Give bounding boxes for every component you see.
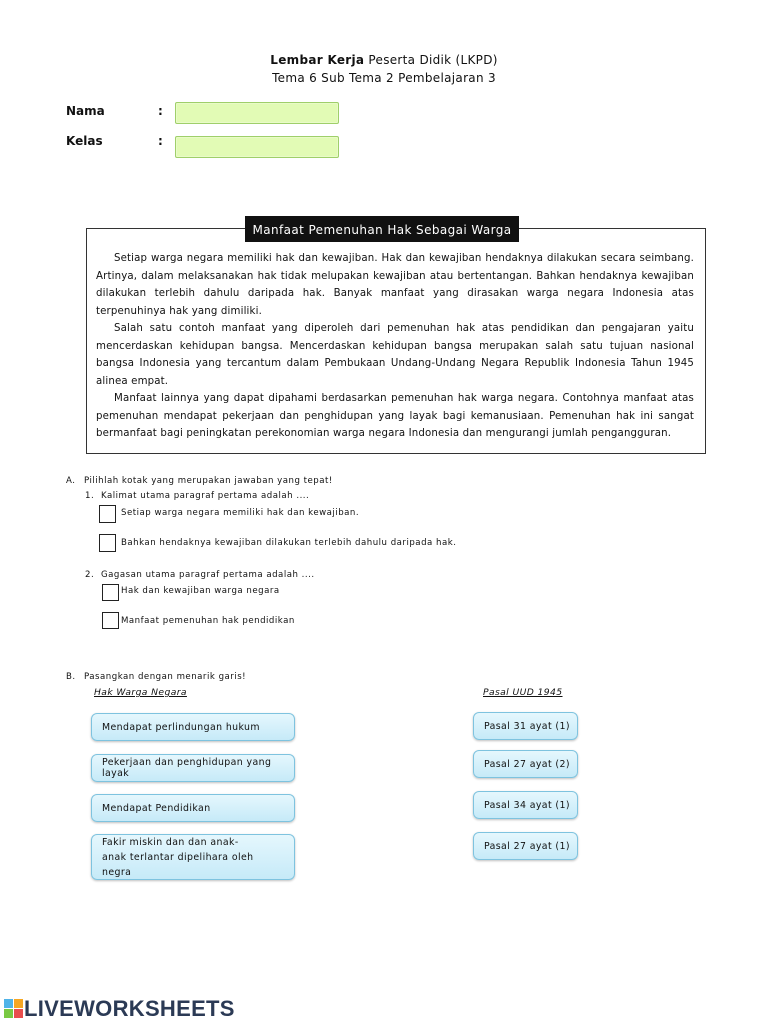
reading-paragraph-1: Setiap warga negara memiliki hak dan kewajiban. Hak dan kewajiban hendaknya dilakukan secara seimbang. Artinya, dalam melaksanakan hak tidak melupakan kewajiban atau bertentangan. Bahkan hendaknya kewajiban dilakukan terlebih dahulu daripada hak. Banyak manfaat yang dirasakan warga negara Indonesia atas terpenuhinya hak yang dimiliki. — [96, 253, 694, 317]
match-left-item-1[interactable]: Mendapat perlindungan hukum — [91, 713, 295, 741]
right-column-header: Pasal UUD 1945 — [483, 687, 563, 698]
reading-title: Manfaat Pemenuhan Hak Sebagai Warga — [245, 216, 519, 242]
section-b-label: B. — [66, 672, 76, 682]
kelas-colon: : — [158, 134, 163, 148]
liveworksheets-logo-icon — [4, 999, 24, 1019]
q1-option-1-checkbox[interactable] — [99, 505, 116, 523]
title-bold: Lembar Kerja — [270, 53, 365, 67]
q1-text: Kalimat utama paragraf pertama adalah .... — [101, 491, 310, 501]
q2-option-1-label: Hak dan kewajiban warga negara — [121, 586, 280, 596]
match-left-item-3[interactable]: Mendapat Pendidikan — [91, 794, 295, 822]
match-right-item-4[interactable]: Pasal 27 ayat (1) — [473, 832, 578, 860]
q1-option-2-label: Bahkan hendaknya kewajiban dilakukan terlebih dahulu daripada hak. — [121, 538, 457, 548]
q2-text: Gagasan utama paragraf pertama adalah .... — [101, 570, 315, 580]
q2-number: 2. — [85, 570, 95, 580]
match-left-item-4[interactable]: Fakir miskin dan dan anak-anak terlantar dipelihara oleh negra — [91, 834, 295, 880]
nama-colon: : — [158, 104, 163, 118]
match-right-item-2[interactable]: Pasal 27 ayat (2) — [473, 750, 578, 778]
reading-paragraph-3: Manfaat lainnya yang dapat dipahami berdasarkan pemenuhan hak warga negara. Contohnya manfaat atas pemenuhan mendapat pekerjaan dan penghidupan yang layak bagi kemanusiaan. Pemenuhan hak ini sangat bermanfaat bagi peningkatan perekonomian warga negara Indonesia dan mengurangi jumlah pengangguran. — [96, 393, 694, 439]
left-column-header: Hak Warga Negara — [94, 687, 187, 698]
section-a-label: A. — [66, 476, 76, 486]
section-b-instruction: Pasangkan dengan menarik garis! — [84, 672, 247, 682]
match-left-item-2[interactable]: Pekerjaan dan penghidupan yang layak — [91, 754, 295, 782]
match-right-item-1[interactable]: Pasal 31 ayat (1) — [473, 712, 578, 740]
match-right-item-3[interactable]: Pasal 34 ayat (1) — [473, 791, 578, 819]
q2-option-2-checkbox[interactable] — [102, 612, 119, 629]
q1-option-2-checkbox[interactable] — [99, 534, 116, 552]
q1-option-1-label: Setiap warga negara memiliki hak dan kewajiban. — [121, 508, 360, 518]
worksheet-title — [0, 53, 768, 67]
reading-text — [96, 250, 694, 443]
kelas-label: Kelas — [66, 134, 103, 148]
nama-label: Nama — [66, 104, 105, 118]
liveworksheets-logo — [4, 996, 235, 1022]
q2-option-1-checkbox[interactable] — [102, 584, 119, 601]
title-rest: Peserta Didik (LKPD) — [364, 53, 498, 67]
nama-input[interactable] — [175, 102, 339, 124]
liveworksheets-brand-text: LIVEWORKSHEETS — [24, 996, 235, 1021]
q2-option-2-label: Manfaat pemenuhan hak pendidikan — [121, 616, 295, 626]
q1-number: 1. — [85, 491, 95, 501]
worksheet-subtitle: Tema 6 Sub Tema 2 Pembelajaran 3 — [272, 71, 496, 85]
section-a-instruction: Pilihlah kotak yang merupakan jawaban yang tepat! — [84, 476, 333, 486]
kelas-input[interactable] — [175, 136, 339, 158]
reading-paragraph-2: Salah satu contoh manfaat yang diperoleh dari pemenuhan hak atas pendidikan dan pengajaran yaitu mencerdaskan kehidupan bangsa. Mencerdaskan kehidupan bangsa merupakan salah satu tujuan nasional bangsa Indonesia yang tercantum dalam Pembukaan Undang-Undang Negara Republik Indonesia Tahun 1945 alinea empat. — [96, 323, 694, 387]
